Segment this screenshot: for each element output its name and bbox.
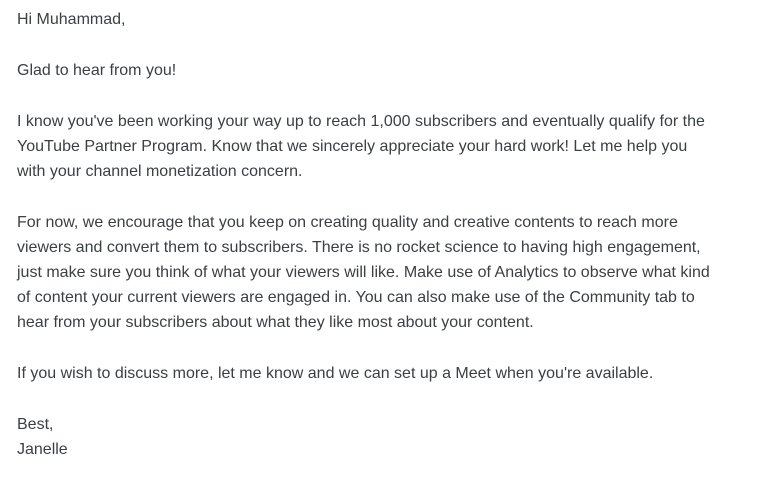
paragraph-line: YouTube Partner Program. Know that we sincerely appreciate your hard work! Let me help you xyxy=(17,138,688,155)
paragraph-advice xyxy=(17,210,747,335)
paragraph-line: For now, we encourage that you keep on creating quality and creative contents to reach more xyxy=(17,214,678,231)
paragraph-line: hear from your subscribers about what they like most about your content. xyxy=(17,314,534,331)
greeting-text: Hi Muhammad, xyxy=(17,11,126,28)
paragraph-line: I know you've been working your way up to reach 1,000 subscribers and eventually qualify for the xyxy=(17,113,705,130)
paragraph-meet-offer xyxy=(17,361,747,386)
paragraph-subscribers xyxy=(17,109,747,184)
signature-name: Janelle xyxy=(17,441,68,458)
closing-text: Best, xyxy=(17,416,54,433)
opening-line xyxy=(17,58,747,83)
paragraph-line: with your channel monetization concern. xyxy=(17,163,303,180)
opening-text: Glad to hear from you! xyxy=(17,62,177,79)
paragraph-line: of content your current viewers are engaged in. You can also make use of the Community tab to xyxy=(17,289,695,306)
paragraph-line: If you wish to discuss more, let me know and we can set up a Meet when you're available. xyxy=(17,365,654,382)
signature-block xyxy=(17,412,747,462)
paragraph-line: viewers and convert them to subscribers. There is no rocket science to having high engagement, xyxy=(17,239,701,256)
paragraph-line: just make sure you think of what your viewers will like. Make use of Analytics to observe what kind xyxy=(17,264,710,281)
greeting-line xyxy=(17,7,747,32)
